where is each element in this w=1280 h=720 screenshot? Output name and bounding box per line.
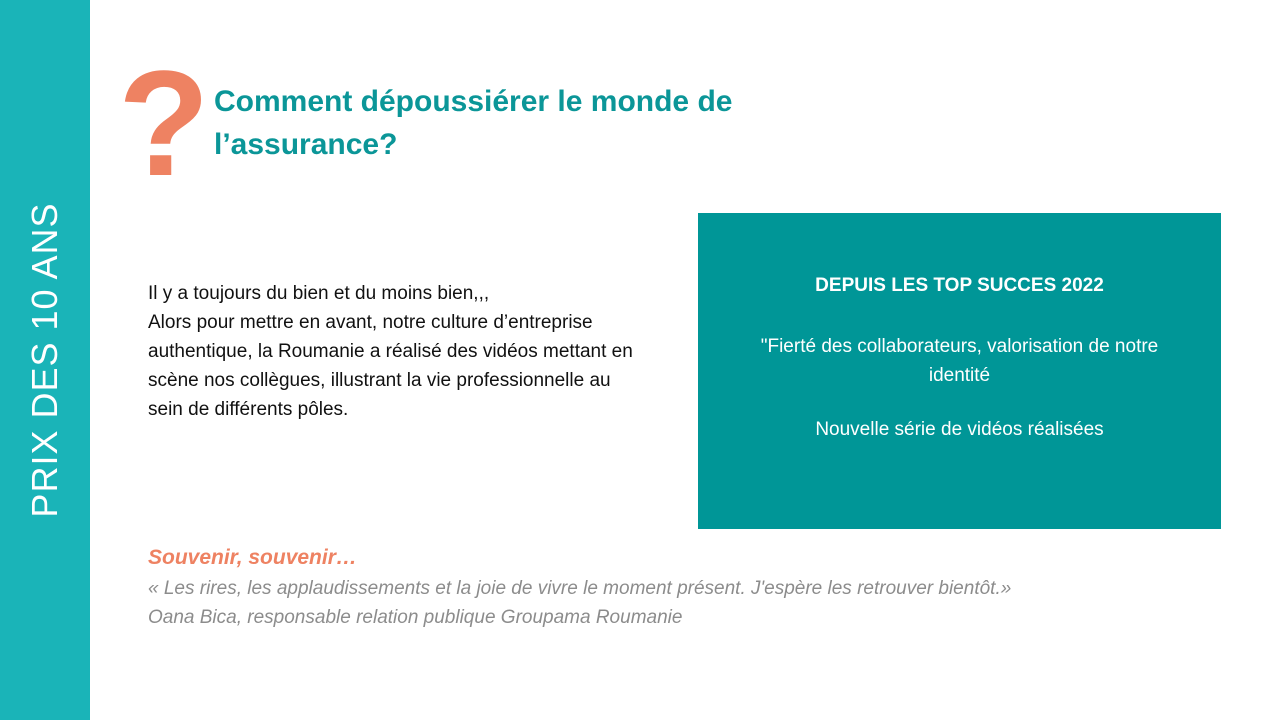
highlight-line: Nouvelle série de vidéos réalisées [815, 419, 1104, 440]
highlight-heading: DEPUIS LES TOP SUCCES 2022 [815, 275, 1104, 296]
testimonial-author: Oana Bica, responsable relation publique Groupama Roumanie [148, 607, 683, 628]
highlight-quote: "Fierté des collaborateurs, valorisation de notre identité [760, 336, 1159, 386]
souvenir-heading: Souvenir, souvenir… [148, 546, 357, 569]
question-mark-icon: ? [118, 39, 210, 207]
sidebar-label: PRIX DES 10 ANS [24, 202, 65, 518]
testimonial-quote: « Les rires, les applaudissements et la joie de vivre le moment présent. J'espère les retrouver bientôt.» [148, 578, 1012, 599]
highlight-box [698, 213, 1221, 529]
sidebar-band [0, 0, 90, 720]
page-title: Comment dépoussiérer le monde de l’assurance? [214, 85, 733, 161]
body-paragraph: Il y a toujours du bien et du moins bien,,, Alors pour mettre en avant, notre culture d’entreprise authentique, la Roumanie a réalisé des vidéos mettant en scène nos collègues, illustrant la vie professionnelle au sein de différents pôles. [148, 283, 633, 420]
